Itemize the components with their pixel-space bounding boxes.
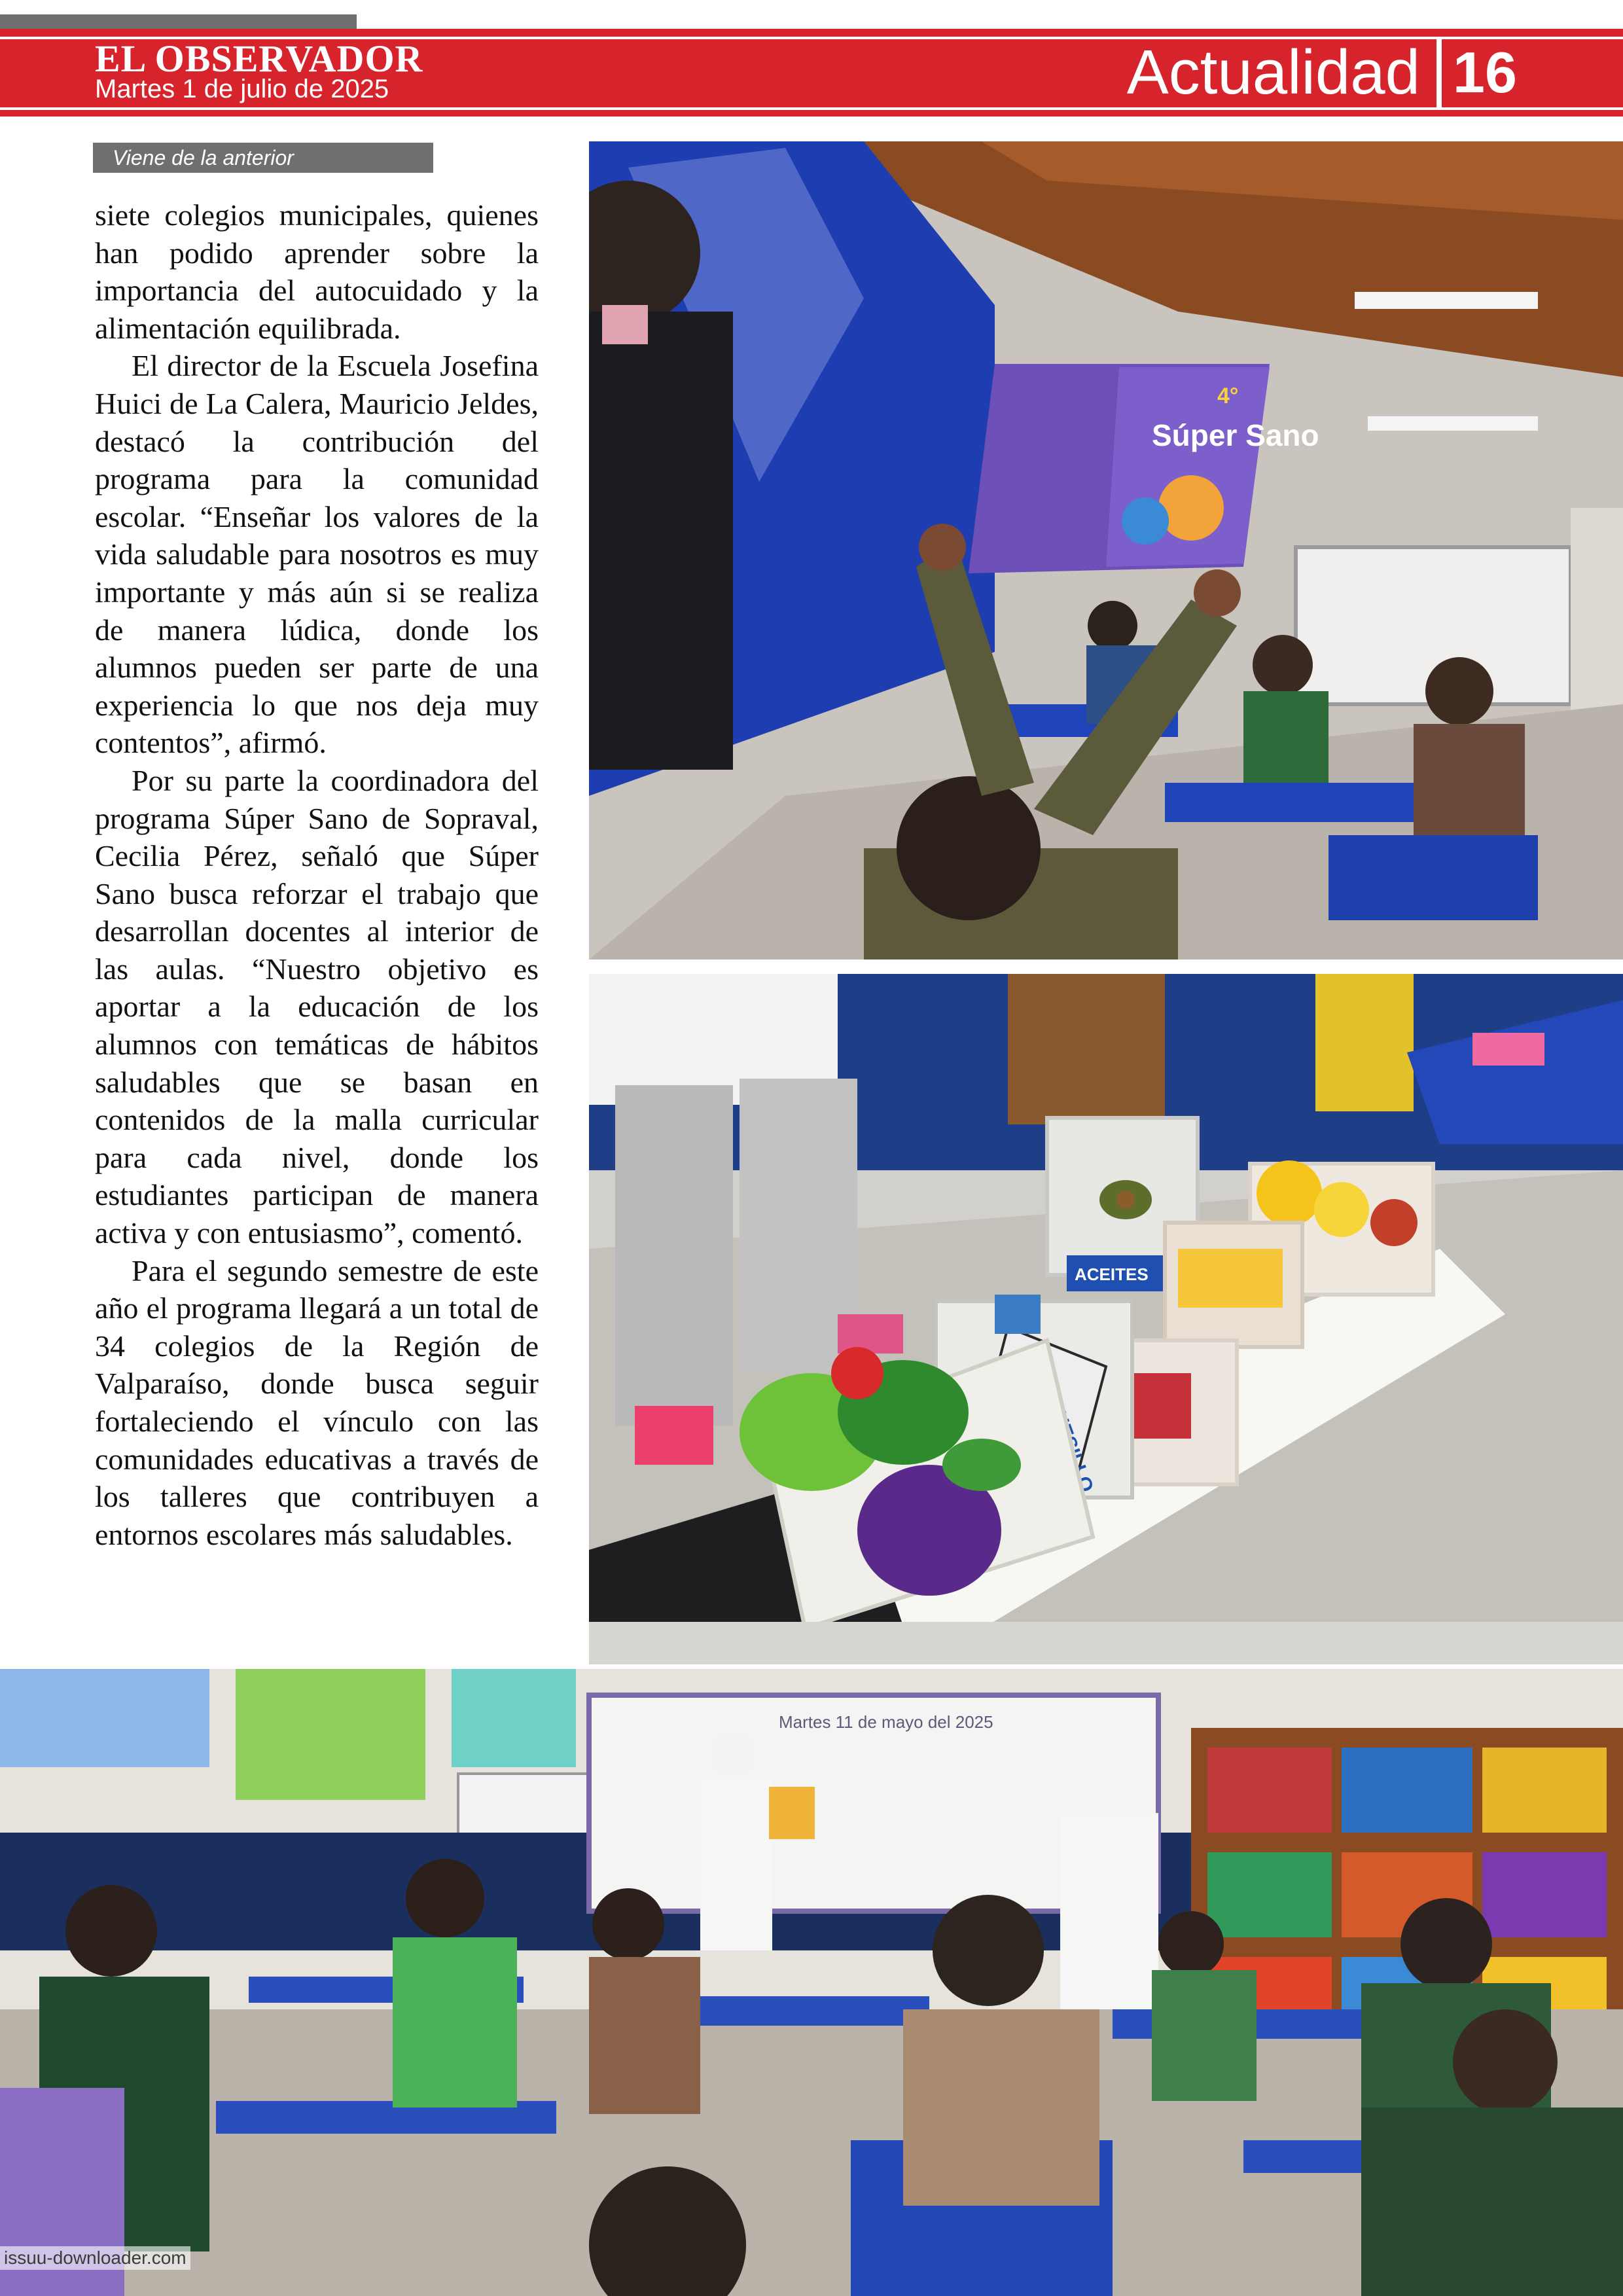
- photo-student-holding-booklet: [589, 141, 1623, 960]
- watermark: issuu-downloader.com: [0, 2246, 190, 2270]
- photo-top-illustration: [589, 141, 1623, 960]
- section-title: Actualidad: [1126, 37, 1420, 107]
- board-text: Martes 11 de mayo del 2025: [779, 1712, 993, 1732]
- article-column: [95, 196, 539, 1553]
- article-paragraph: Por su parte la coordinadora del programa Súper Sano de Sopraval, Cecilia Pérez, señaló que Súper Sano busca reforzar el trabajo que desarrollan docentes al interior de las aulas. “Nuestro objetivo es aportar a la educación de los alumnos con temáticas de hábitos saludables que se basan en contenidos de la malla curricular para cada nivel, donde los estudiantes participan de manera activa y con entusiasmo”, comentó.: [95, 763, 539, 1250]
- box-label-oil: ACEITES: [1075, 1265, 1149, 1284]
- issue-date: Martes 1 de julio de 2025: [95, 75, 389, 103]
- photo-classroom: [0, 1669, 1623, 2296]
- page-number: 16: [1453, 40, 1517, 105]
- article-paragraph: El director de la Escuela Josefina Huici de La Calera, Mauricio Jeldes, destacó la contribución del programa para la comunidad escolar. “Enseñar los valores de la vida saludable para nosotros es muy importante y más aún si se realiza de manera lúdica, donde los alumnos pueden ser parte de una experiencia lo que nos deja muy contentos”, afirmó.: [95, 349, 539, 760]
- article-paragraph: Para el segundo semestre de este año el programa llegará a un total de 34 colegios de la Región de Valparaíso, donde busca seguir fortaleciendo el vínculo con las comunidades educativas a través de los talleres que contribuyen a entornos escolares más saludables.: [95, 1253, 539, 1551]
- article-paragraph: siete colegios municipales, quienes han podido aprender sobre la importancia del autocuidado y la alimentación equilibrada.: [95, 198, 539, 345]
- header-grey-bar: [0, 14, 357, 29]
- newspaper-name: EL OBSERVADOR: [95, 37, 423, 80]
- continuation-tag: Viene de la anterior: [93, 143, 433, 173]
- booklet-title: Súper Sano: [1152, 418, 1319, 452]
- booklet-grade: 4°: [1217, 384, 1239, 408]
- section-divider: [1436, 37, 1442, 109]
- photo-mid-illustration: [589, 974, 1623, 1664]
- photo-food-boxes: [589, 974, 1623, 1664]
- photo-bottom-illustration: [0, 1669, 1623, 2296]
